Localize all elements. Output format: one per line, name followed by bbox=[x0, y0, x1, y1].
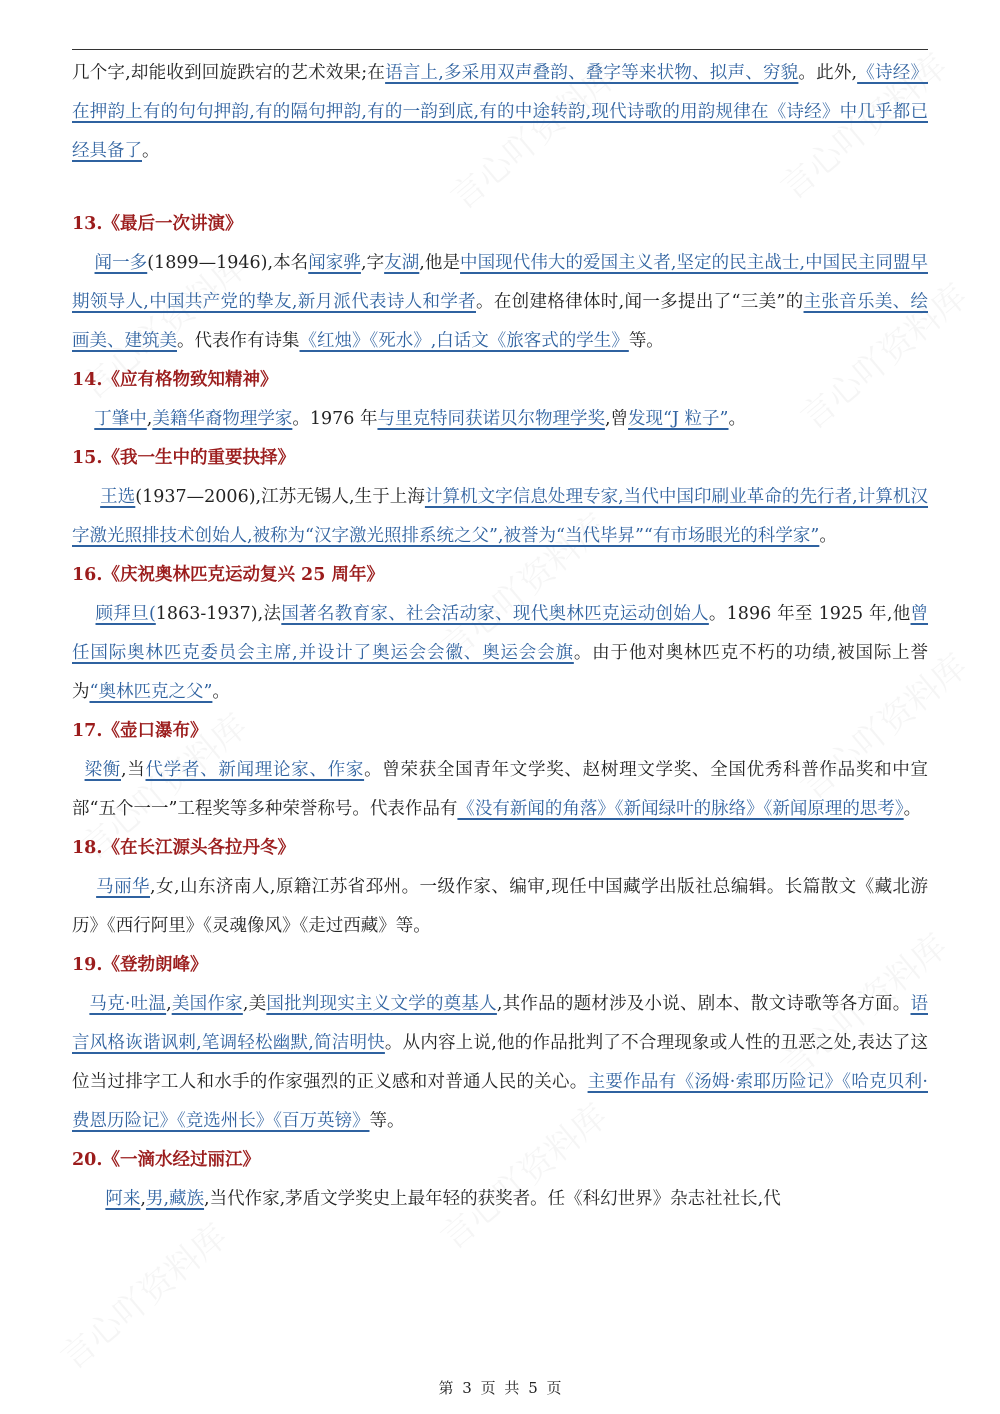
author-name: 王选 bbox=[100, 487, 136, 507]
key-point: 与里克特同获诺贝尔物理学奖 bbox=[377, 409, 605, 429]
section-heading-18: 18.《在长江源头各拉丹冬》 bbox=[72, 838, 295, 858]
section-heading-19: 19.《登勃朗峰》 bbox=[72, 955, 208, 975]
section-body-19: 马克·吐温,美国作家,美国批判现实主义文学的奠基人,其作品的题材涉及小说、剧本、散文诗歌等各方面。语言风格诙谐讽刺,笔调轻松幽默,简洁明快。从内容上说,他的作品批判了不合理现象或人性的丑恶之处,表达了这位当过排字工人和水手的作家强烈的正义感和对普通人民的关心。主要作品有《汤姆·索耶历险记》《哈克贝利·费恩历险记》《竞选州长》《百万英镑》等。 bbox=[72, 994, 929, 1131]
section-heading-16: 16.《庆祝奥林匹克运动复兴 25 周年》 bbox=[72, 565, 384, 585]
header-rule bbox=[72, 49, 928, 50]
key-point: 《红烛》《死水》,白话文《旅客式的学生》 bbox=[299, 331, 629, 351]
section-body-14: 丁肇中,美籍华裔物理学家。1976 年与里克特同获诺贝尔物理学奖,曾发现“J 粒子”。 bbox=[94, 409, 747, 429]
key-point: 男,藏族 bbox=[145, 1189, 205, 1209]
key-point: 计算机文字信息处理专家,当代中国印刷业革命的先行者,计算机汉字激光照排技术创始人,被称为“汉字激光照排系统之父”,被誉为“当代毕昇”“有市场眼光的科学家” bbox=[72, 487, 928, 546]
key-point: 《没有新闻的角落》《新闻绿叶的脉络》《新闻原理的思考》 bbox=[457, 799, 904, 819]
section-body-16: 顾拜旦(1863-1937),法国著名教育家、社会活动家、现代奥林匹克运动创始人。1896 年至 1925 年,他曾任国际奥林匹克委员会主席,并设计了奥运会会徽、奥运会会旗。由于他对奥林匹克不朽的功绩,被国际上誉为“奥林匹克之父”。 bbox=[72, 604, 929, 702]
spacer bbox=[72, 171, 928, 205]
author-name: 马丽华 bbox=[96, 877, 150, 897]
section-body-18: 马丽华,女,山东济南人,原籍江苏省邳州。一级作家、编审,现任中国藏学出版社总编辑。长篇散文《藏北游历》《西行阿里》《灵魂像风》《走过西藏》等。 bbox=[72, 877, 929, 936]
intro-paragraph: 几个字,却能收到回旋跌宕的艺术效果;在语言上,多采用双声叠韵、叠字等来状物、拟声、穷貌。此外,《诗经》在押韵上有的句句押韵,有的隔句押韵,有的一韵到底,有的中途转韵,现代诗歌的用韵规律在《诗经》中几乎都已经具备了。 bbox=[72, 63, 928, 161]
section-heading-14: 14.《应有格物致知精神》 bbox=[72, 370, 278, 390]
key-point: 《诗经》在押韵上有的句句押韵,有的隔句押韵,有的一韵到底,有的中途转韵,现代诗歌的用韵规律在《诗经》中几乎都已经具备了 bbox=[72, 63, 928, 161]
key-point: 发现“J 粒子” bbox=[628, 409, 729, 429]
key-point: 中国现代伟大的爱国主义者,坚定的民主战士,中国民主同盟早期领导人,中国共产党的挚友,新月派代表诗人和学者 bbox=[72, 253, 928, 312]
author-name: 马克·吐温 bbox=[89, 994, 167, 1014]
key-point: 语言上,多采用双声叠韵、叠字等来状物、拟声、穷貌 bbox=[385, 63, 799, 83]
key-point: 主要作品有《汤姆·索耶历险记》《哈克贝利·费恩历险记》《竞选州长》《百万英镑》 bbox=[72, 1072, 928, 1131]
section-body-17: 梁衡,当代学者、新闻理论家、作家。曾荣获全国青年文学奖、赵树理文学奖、全国优秀科普作品奖和中宣部“五个一一”工程奖等多种荣誉称号。代表作品有《没有新闻的角落》《新闻绿叶的脉络》《新闻原理的思考》。 bbox=[72, 760, 929, 819]
total-page-count: 5 bbox=[528, 1379, 538, 1397]
author-name: 阿来 bbox=[105, 1189, 141, 1209]
section-heading-20: 20.《一滴水经过丽江》 bbox=[72, 1150, 260, 1170]
page-footer: 第 3 页 共 5 页 bbox=[438, 1379, 562, 1397]
section-body-15: 王选(1937—2006),江苏无锡人,生于上海计算机文字信息处理专家,当代中国印刷业革命的先行者,计算机汉字激光照排技术创始人,被称为“汉字激光照排系统之父”,被誉为“当代毕昇”“有市场眼光的科学家”。 bbox=[72, 487, 928, 546]
current-page-number: 3 bbox=[462, 1379, 472, 1397]
author-name: 丁肇中 bbox=[94, 409, 147, 429]
key-point: 国批判现实主义文学的奠基人 bbox=[266, 994, 497, 1014]
page-content bbox=[72, 54, 928, 1219]
section-body-20: 阿来,男,藏族,当代作家,茅盾文学奖史上最年轻的获奖者。任《科幻世界》杂志社社长,代 bbox=[105, 1189, 781, 1209]
section-heading-13: 13.《最后一次讲演》 bbox=[72, 214, 243, 234]
key-point: 代学者、新闻理论家、作家 bbox=[145, 760, 365, 780]
author-name: 闻一多 bbox=[94, 253, 148, 273]
key-point: 国著名教育家、社会活动家、现代奥林匹克运动创始人 bbox=[281, 604, 709, 624]
key-point: 闻家骅 bbox=[308, 253, 361, 273]
section-body-13: 闻一多(1899—1946),本名闻家骅,字友湖,他是中国现代伟大的爱国主义者,坚定的民主战士,中国民主同盟早期领导人,中国共产党的挚友,新月派代表诗人和学者。在创建格律体时,闻一多提出了“三美”的主张音乐美、绘画美、建筑美。代表作有诗集《红烛》《死水》,白话文《旅客式的学生》等。 bbox=[72, 253, 928, 351]
key-point: 语言风格诙谐讽刺,笔调轻松幽默,简洁明快 bbox=[72, 994, 928, 1053]
key-point: 美籍华裔物理学家 bbox=[152, 409, 293, 429]
key-point: 美国作家 bbox=[171, 994, 243, 1014]
key-point: “奥林匹克之父” bbox=[89, 682, 213, 702]
author-name: 顾拜旦( bbox=[95, 604, 156, 624]
watermark bbox=[48, 1210, 236, 1379]
key-point: 主张音乐美、绘画美、建筑美 bbox=[72, 292, 928, 351]
key-point: 曾任国际奥林匹克委员会主席,并设计了奥运会会徽、奥运会会旗 bbox=[72, 604, 929, 663]
section-heading-15: 15.《我一生中的重要抉择》 bbox=[72, 448, 295, 468]
author-name: 梁衡 bbox=[84, 760, 121, 780]
section-heading-17: 17.《壶口瀑布》 bbox=[72, 721, 208, 741]
key-point: 友湖 bbox=[384, 253, 420, 273]
